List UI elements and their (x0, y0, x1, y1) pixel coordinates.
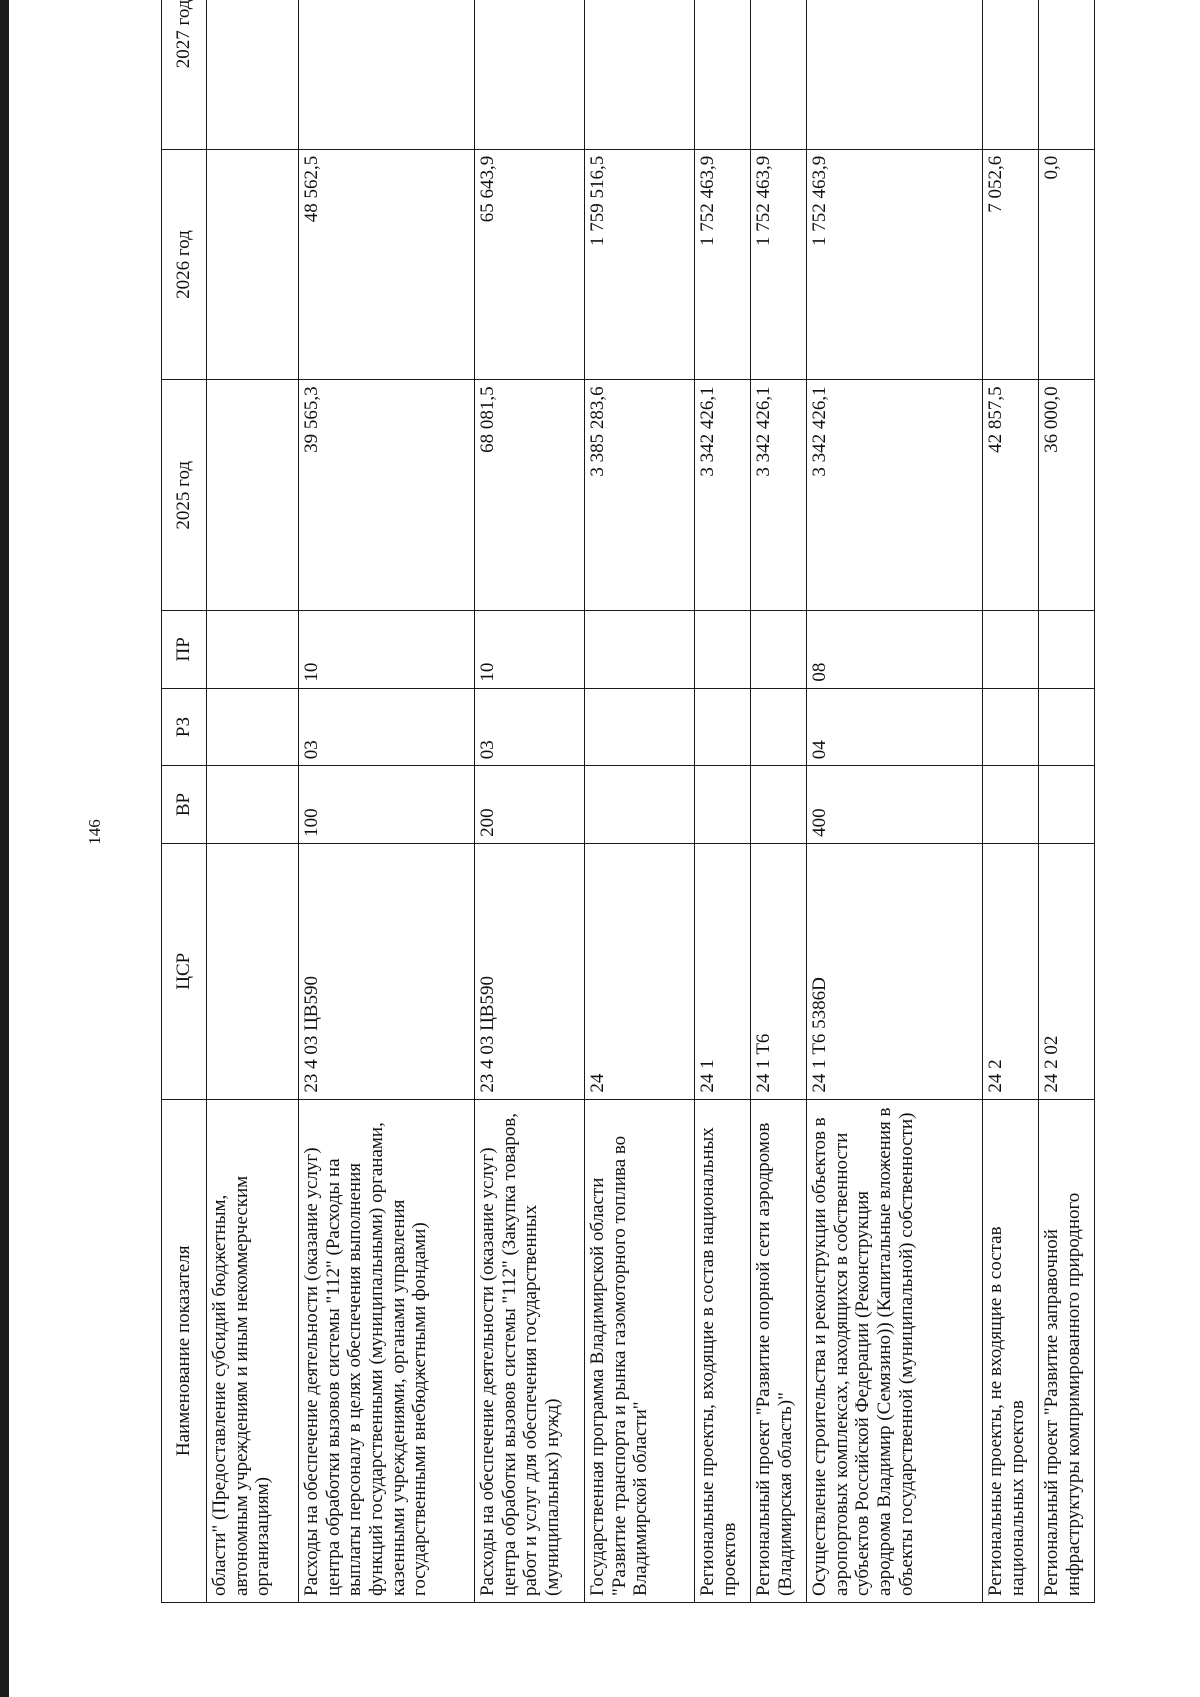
cell-2026: 1 752 463,9 (807, 149, 983, 380)
cell-2025: 36 000,0 (1039, 380, 1095, 611)
header-2025: 2025 год (162, 380, 207, 611)
cell-vr (983, 766, 1039, 844)
header-name: Наименование показателя (162, 1099, 207, 1602)
cell-2026: 48 562,5 (299, 149, 475, 380)
cell-rz: 04 (807, 688, 983, 766)
cell-rz (1039, 688, 1095, 766)
cell-name: Осуществление строительства и реконструкции объектов в аэропортовых комплексах, находящихся в собственности субъектов Российской Федерации (Реконструкция аэродрома Владимир (Семязино)) (Капитальные вложения в объекты государственной (муниципальной) собственности) (807, 1099, 983, 1602)
table-row (695, 0, 751, 1603)
cell-2026: 7 052,6 (983, 149, 1039, 380)
cell-pr (751, 611, 807, 689)
cell-name: Региональные проекты, не входящие в состав национальных проектов (983, 1099, 1039, 1602)
cell-csr: 24 2 02 (1039, 843, 1095, 1099)
cell-csr (207, 843, 299, 1099)
budget-table (161, 0, 1095, 1603)
cell-2025: 3 342 426,1 (751, 380, 807, 611)
cell-rz (983, 688, 1039, 766)
cell-pr: 10 (299, 611, 475, 689)
cell-name: Расходы на обеспечение деятельности (оказание услуг) центра обработки вызовов системы "112" (Расходы на выплаты персоналу в целях обеспечения выполнения функций государственными (муниципальными) органами, казенными учреждениями, органами управления государственными внебюджетными фондами) (299, 1099, 475, 1602)
cell-name: Региональный проект "Развитие заправочной инфраструктуры компримированного природного (1039, 1099, 1095, 1602)
cell-2027 (207, 0, 299, 149)
cell-vr (751, 766, 807, 844)
cell-vr: 200 (475, 766, 585, 844)
cell-2025: 3 342 426,1 (807, 380, 983, 611)
table-row (751, 0, 807, 1603)
cell-2025: 68 081,5 (475, 380, 585, 611)
header-pr: ПР (162, 611, 207, 689)
cell-pr (983, 611, 1039, 689)
cell-pr: 10 (475, 611, 585, 689)
cell-2025: 42 857,5 (983, 380, 1039, 611)
cell-csr: 24 (585, 843, 695, 1099)
cell-2027 (983, 0, 1039, 149)
header-2026: 2026 год (162, 149, 207, 380)
cell-rz (585, 688, 695, 766)
scan-edge (0, 0, 9, 1697)
cell-2027 (695, 0, 751, 149)
cell-2026: 1 759 516,5 (585, 149, 695, 380)
header-rz: РЗ (162, 688, 207, 766)
cell-name: Региональный проект "Развитие опорной сети аэродромов (Владимирская область)" (751, 1099, 807, 1602)
header-2027: 2027 год (162, 0, 207, 149)
cell-name: области" (Предоставление субсидий бюджетным, автономным учреждениям и иным некоммерческим организациям) (207, 1099, 299, 1602)
cell-2026: 1 752 463,9 (695, 149, 751, 380)
table-row (207, 0, 299, 1603)
cell-csr: 23 4 03 ЦВ590 (299, 843, 475, 1099)
cell-2027 (751, 0, 807, 149)
cell-2027 (299, 0, 475, 149)
cell-vr (695, 766, 751, 844)
cell-2025: 39 565,3 (299, 380, 475, 611)
table-header-row (162, 0, 207, 1603)
header-csr: ЦСР (162, 843, 207, 1099)
cell-vr: 100 (299, 766, 475, 844)
header-vr: ВР (162, 766, 207, 844)
cell-vr (207, 766, 299, 844)
cell-pr (207, 611, 299, 689)
cell-vr (585, 766, 695, 844)
cell-vr: 400 (807, 766, 983, 844)
cell-2027 (585, 0, 695, 149)
cell-2027 (475, 0, 585, 149)
table-row (983, 0, 1039, 1603)
cell-2027 (807, 0, 983, 149)
cell-name: Расходы на обеспечение деятельности (оказание услуг) центра обработки вызовов системы "112" (Закупка товаров, работ и услуг для обеспечения государственных (муниципальных) нужд) (475, 1099, 585, 1602)
cell-2025: 3 342 426,1 (695, 380, 751, 611)
cell-name: Региональные проекты, входящие в состав национальных проектов (695, 1099, 751, 1602)
cell-pr (1039, 611, 1095, 689)
cell-2025 (207, 380, 299, 611)
cell-rz (751, 688, 807, 766)
cell-name: Государственная программа Владимирской области "Развитие транспорта и рынка газомоторного топлива во Владимирской области" (585, 1099, 695, 1602)
table-row (807, 0, 983, 1603)
table-row (299, 0, 475, 1603)
cell-rz (695, 688, 751, 766)
cell-rz: 03 (475, 688, 585, 766)
table-row (475, 0, 585, 1603)
rotated-table-wrapper (161, 0, 1084, 1603)
table-row (1039, 0, 1095, 1603)
cell-2027 (1039, 0, 1095, 149)
cell-csr: 23 4 03 ЦВ590 (475, 843, 585, 1099)
cell-pr: 08 (807, 611, 983, 689)
cell-2026: 1 752 463,9 (751, 149, 807, 380)
cell-pr (695, 611, 751, 689)
cell-csr: 24 1 Т6 (751, 843, 807, 1099)
cell-csr: 24 1 Т6 5386D (807, 843, 983, 1099)
page-number: 146 (85, 819, 104, 845)
cell-rz: 03 (299, 688, 475, 766)
cell-2026: 65 643,9 (475, 149, 585, 380)
cell-2026: 0,0 (1039, 149, 1095, 380)
table-row (585, 0, 695, 1603)
cell-vr (1039, 766, 1095, 844)
cell-2025: 3 385 283,6 (585, 380, 695, 611)
cell-csr: 24 2 (983, 843, 1039, 1099)
cell-csr: 24 1 (695, 843, 751, 1099)
cell-rz (207, 688, 299, 766)
cell-pr (585, 611, 695, 689)
cell-2026 (207, 149, 299, 380)
